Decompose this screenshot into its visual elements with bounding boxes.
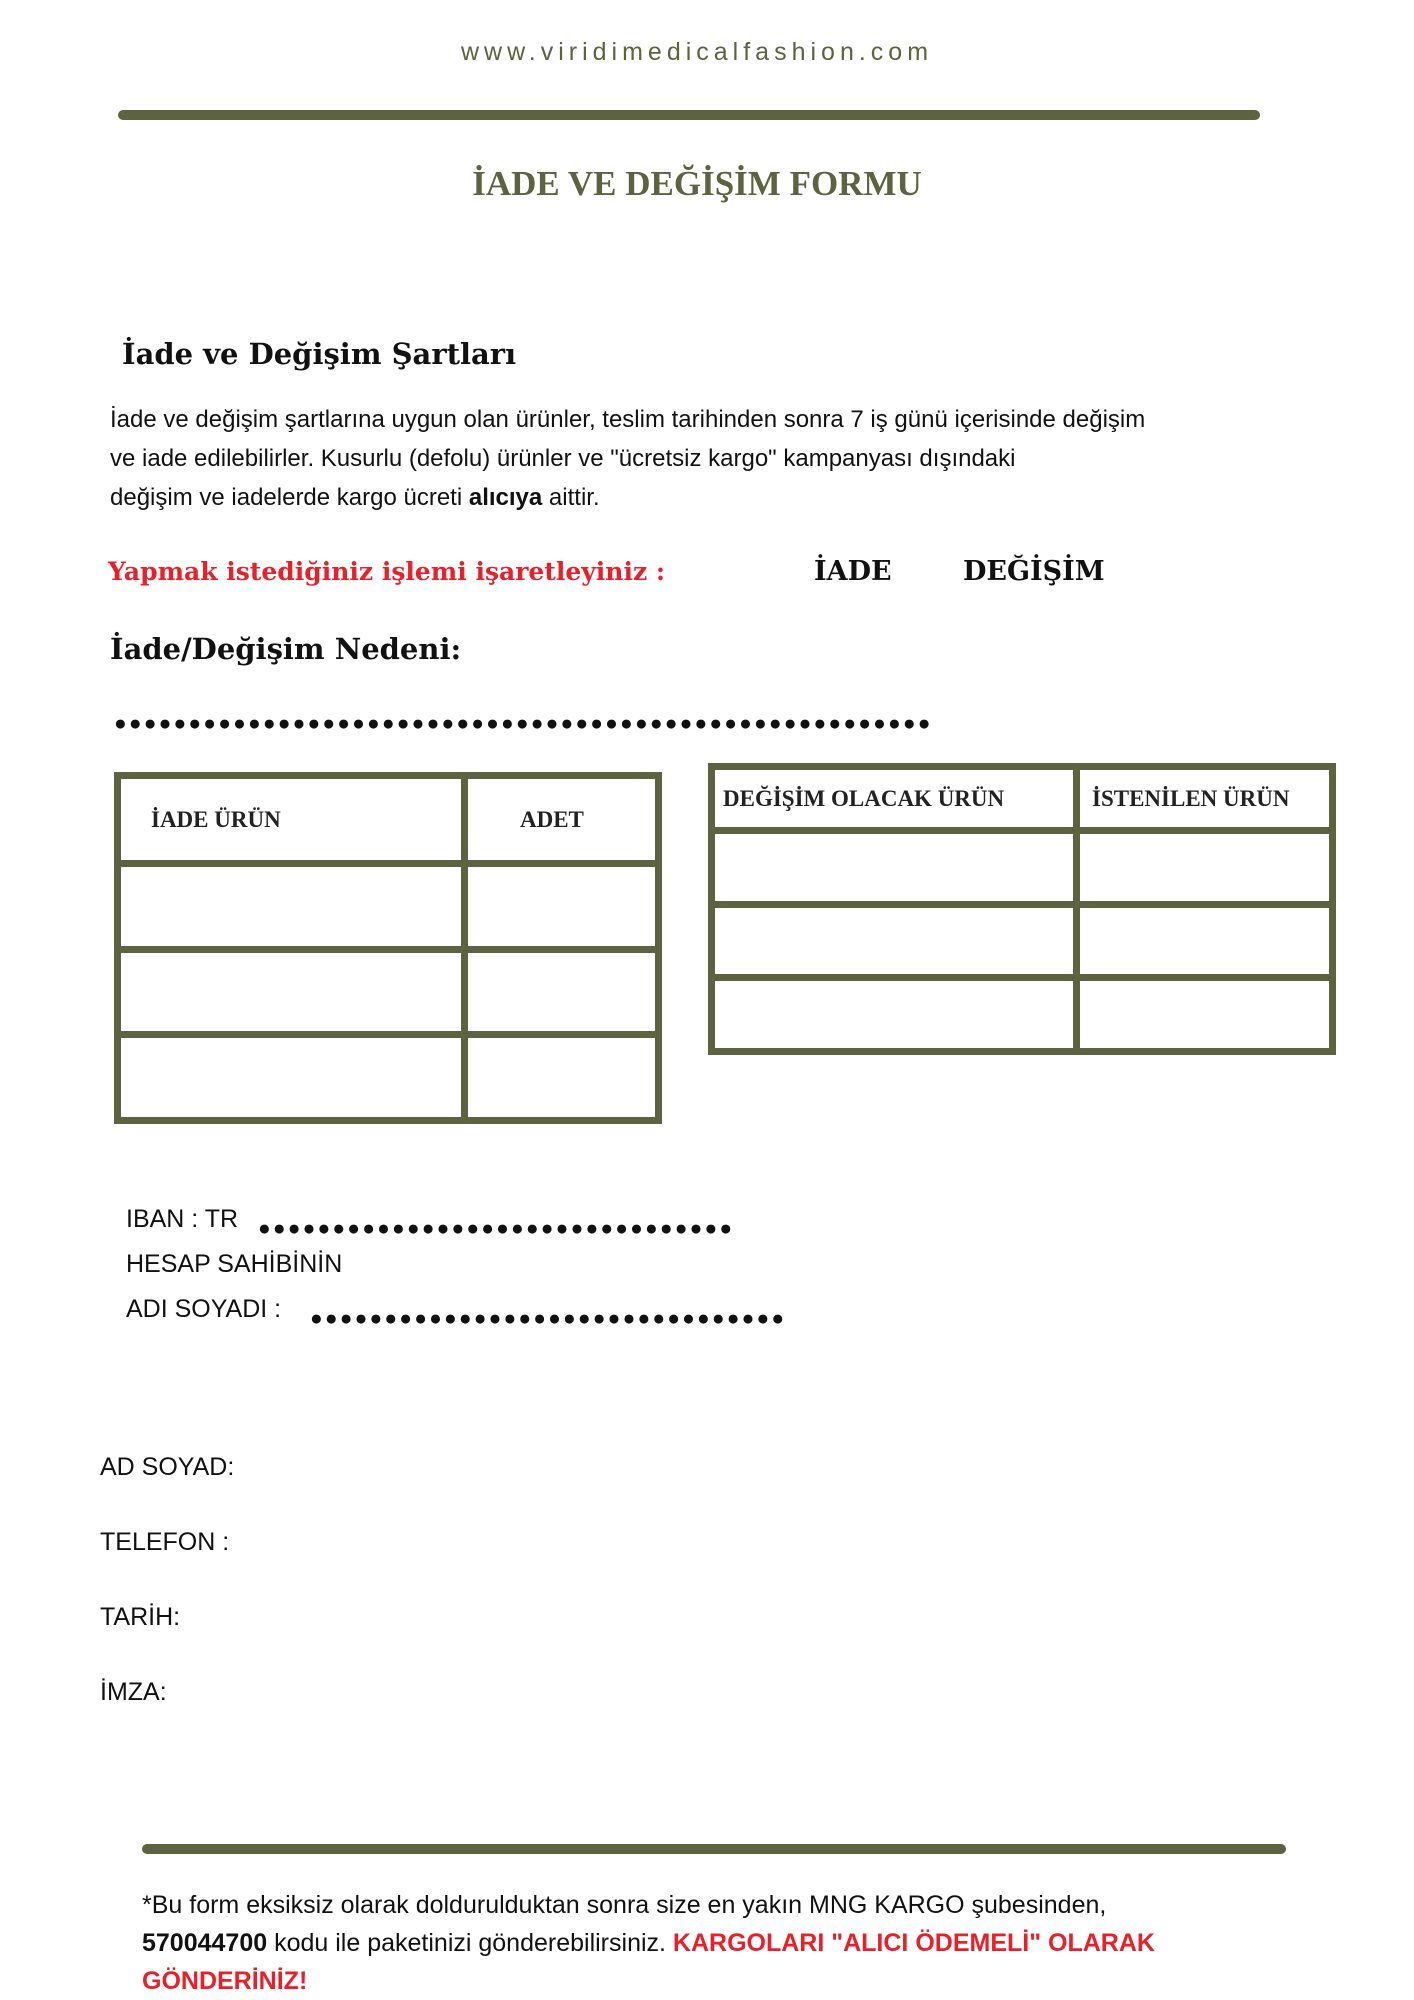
name-label: AD SOYAD: (100, 1453, 235, 1481)
return-quantity-header (465, 776, 659, 864)
terms-line-3 (110, 478, 1370, 517)
footer-line-2 (142, 1924, 1322, 1962)
return-quantity-header-label: ADET (520, 806, 584, 832)
footer-line-3 (142, 1962, 1322, 2000)
option-return[interactable]: İADE (814, 556, 892, 587)
exchange-product-header-label: DEĞİŞİM OLACAK ÜRÜN (723, 785, 1005, 811)
table-row (712, 978, 1333, 1052)
footer-warning: KARGOLARI "ALICI ÖDEMELİ" OLARAK (672, 1929, 1155, 1957)
return-quantity-cell[interactable] (465, 1035, 659, 1121)
reason-heading: İade/Değişim Nedeni: (110, 632, 462, 666)
account-holder-label-line-1: HESAP SAHİBİNİN (126, 1250, 343, 1278)
iban-dotted-line[interactable]: ●●●●●●●●●●●●●●●●●●●●●●●●●●●●●●●● (258, 1216, 735, 1240)
return-products-table (114, 772, 662, 1124)
return-product-cell[interactable] (118, 864, 465, 950)
table-row (118, 1035, 659, 1121)
requested-product-cell[interactable] (1077, 978, 1333, 1052)
date-label: TARİH: (100, 1603, 181, 1631)
requested-product-header (1077, 767, 1333, 831)
exchange-product-header (712, 767, 1077, 831)
reason-dotted-line[interactable]: ●●●●●●●●●●●●●●●●●●●●●●●●●●●●●●●●●●●●●●●●●●●●●●●●●●●●●●● (114, 711, 933, 735)
exchange-product-cell[interactable] (712, 904, 1077, 978)
return-product-header-label: İADE ÜRÜN (151, 806, 281, 832)
website-url: www.viridimedicalfashion.com (460, 38, 934, 66)
option-exchange[interactable]: DEĞİŞİM (963, 556, 1105, 587)
return-product-header (118, 776, 465, 864)
table-row (118, 949, 659, 1035)
bottom-divider (142, 1844, 1286, 1854)
iban-label: IBAN : TR (126, 1205, 239, 1233)
footer-line-2-text: kodu ile paketinizi gönderebilirsiniz. (267, 1929, 673, 1957)
table-row (712, 904, 1333, 978)
terms-line-3-bold: alıcıya (468, 484, 543, 511)
requested-product-header-label: İSTENİLEN ÜRÜN (1092, 785, 1290, 811)
footer-warning-end: GÖNDERİNİZ! (142, 1967, 308, 1995)
terms-line-3-end: aittir. (542, 484, 600, 511)
terms-text (110, 400, 1370, 517)
signature-label: İMZA: (100, 1678, 167, 1706)
table-row (712, 831, 1333, 905)
exchange-product-cell[interactable] (712, 978, 1077, 1052)
exchange-table-header-row (712, 767, 1333, 831)
top-divider (118, 110, 1260, 120)
table-row (118, 864, 659, 950)
terms-heading: İade ve Değişim Şartları (122, 337, 517, 371)
requested-product-cell[interactable] (1077, 831, 1333, 905)
terms-line-2: ve iade edilebilirler. Kusurlu (defolu) ürünler ve "ücretsiz kargo" kampanyası dışındaki (110, 445, 1016, 472)
phone-label: TELEFON : (100, 1528, 230, 1556)
return-quantity-cell[interactable] (465, 949, 659, 1035)
action-prompt: Yapmak istediğiniz işlemi işaretleyiniz : (108, 557, 666, 586)
return-table-header-row (118, 776, 659, 864)
cargo-code: 570044700 (142, 1929, 268, 1957)
account-holder-label-line-2: ADI SOYADI : (126, 1295, 282, 1323)
footer-note (142, 1886, 1322, 2000)
footer-line-1: *Bu form eksiksiz olarak doldurulduktan sonra size en yakın MNG KARGO şubesinden, (142, 1891, 1107, 1919)
return-product-cell[interactable] (118, 1035, 465, 1121)
requested-product-cell[interactable] (1077, 904, 1333, 978)
terms-line-1: İade ve değişim şartlarına uygun olan ürünler, teslim tarihinden sonra 7 iş günü içerisinde değişim (110, 406, 1146, 433)
terms-line-3-start: değişim ve iadelerde kargo ücreti (110, 484, 469, 511)
exchange-products-table (708, 763, 1336, 1055)
return-product-cell[interactable] (118, 949, 465, 1035)
return-quantity-cell[interactable] (465, 864, 659, 950)
exchange-product-cell[interactable] (712, 831, 1077, 905)
form-title: İADE VE DEĞİŞİM FORMU (472, 164, 922, 203)
account-holder-dotted-line[interactable]: ●●●●●●●●●●●●●●●●●●●●●●●●●●●●●●●● (310, 1306, 787, 1330)
